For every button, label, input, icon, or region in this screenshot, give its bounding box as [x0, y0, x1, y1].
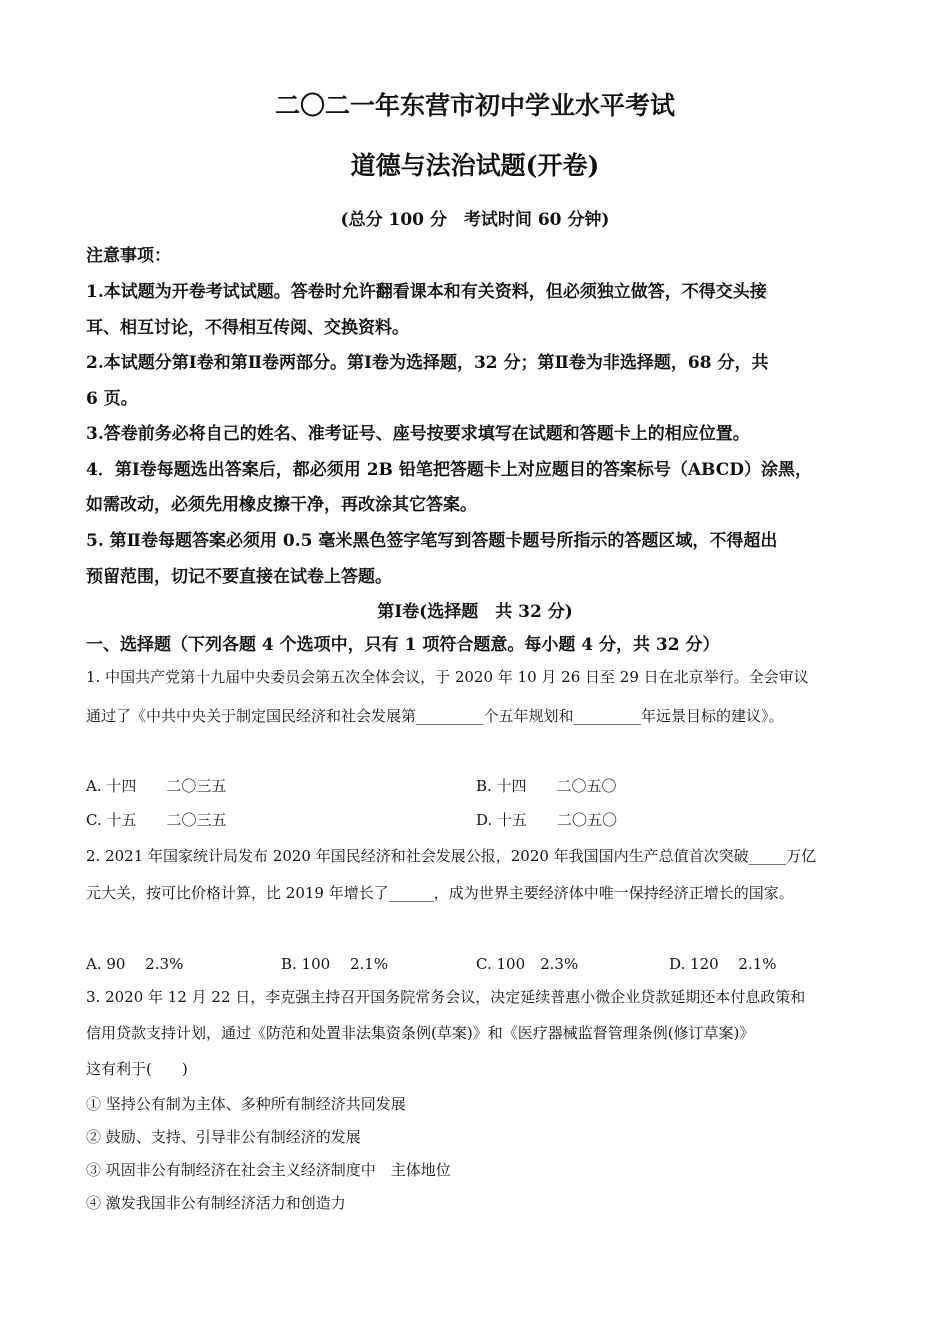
q2-stem: 2. 2021 年国家统计局发布 2020 年国民经济和社会发展公报，2020 年我国国内生产总值首次突破_____万亿	[86, 847, 817, 865]
notice-line: 4．第Ⅰ卷每题选出答案后，都必须用 2B 铅笔把答题卡上对应题目的答案标号（ABCD）涂黑，	[86, 460, 812, 480]
notice-heading: 注意事项：	[86, 246, 171, 266]
q1-option-d: D. 十五 二〇五〇	[476, 811, 618, 829]
q1-stem: 1. 中国共产党第十九届中央委员会第五次全体会议，于 2020 年 10 月 26 日至 29 日在北京举行。全会审议	[86, 668, 809, 686]
q3-item: ③ 巩固非公有制经济在社会主义经济制度中 主体地位	[86, 1161, 451, 1179]
section-heading: 一、选择题（下列各题 4 个选项中，只有 1 项符合题意。每小题 4 分，共 32 分）	[86, 635, 720, 655]
notice-line: 如需改动，必须先用橡皮擦干净，再改涂其它答案。	[86, 495, 477, 515]
notice-line: 5. 第Ⅱ卷每题答案必须用 0.5 毫米黑色签字笔写到答题卡题号所指示的答题区域，不得超出	[86, 531, 778, 551]
q3-stem: 信用贷款支持计划，通过《防范和处置非法集资条例(草案)》和《医疗器械监督管理条例(修订草案)》	[86, 1024, 755, 1042]
q2-option-a: A. 90 2.3%	[86, 955, 184, 973]
notice-line: 耳、相互讨论，不得相互传阅、交换资料。	[86, 318, 409, 338]
q2-option-c: C. 100 2.3%	[476, 955, 579, 973]
q2-option-d: D. 120 2.1%	[669, 955, 777, 973]
q3-item: ① 坚持公有制为主体、多种所有制经济共同发展	[86, 1095, 406, 1113]
section-title: 第Ⅰ卷(选择题 共 32 分)	[377, 602, 573, 622]
q2-option-b: B. 100 2.1%	[281, 955, 389, 973]
q1-option-a: A. 十四 二〇三五	[86, 777, 227, 795]
q2-stem: 元大关，按可比价格计算，比 2019 年增长了______，成为世界主要经济体中唯一保持经济正增长的国家。	[86, 884, 794, 902]
q3-stem: 3. 2020 年 12 月 22 日，李克强主持召开国务院常务会议，决定延续普惠小微企业贷款延期还本付息政策和	[86, 988, 806, 1006]
exam-subtitle: 道德与法治试题(开卷)	[350, 151, 600, 180]
notice-line: 预留范围，切记不要直接在试卷上答题。	[86, 567, 392, 587]
q3-item: ② 鼓励、支持、引导非公有制经济的发展	[86, 1128, 361, 1146]
exam-title: 二〇二一年东营市初中学业水平考试	[274, 91, 675, 120]
q1-stem: 通过了《中共中央关于制定国民经济和社会发展第_________个五年规划和_________年远景目标的建议》。	[86, 707, 784, 725]
q1-option-b: B. 十四 二〇五〇	[476, 777, 617, 795]
notice-line: 1.本试题为开卷考试试题。答卷时允许翻看课本和有关资料，但必须独立做答，不得交头接	[86, 282, 767, 302]
notice-line: 3.答卷前务必将自己的姓名、准考证号、座号按要求填写在试题和答题卡上的相应位置。	[86, 424, 750, 444]
exam-meta: (总分 100 分 考试时间 60 分钟)	[340, 210, 610, 230]
q1-option-c: C. 十五 二〇三五	[86, 811, 227, 829]
q3-item: ④ 激发我国非公有制经济活力和创造力	[86, 1194, 346, 1212]
notice-line: 6 页。	[86, 389, 138, 409]
q3-stem: 这有利于( )	[86, 1060, 188, 1078]
notice-line: 2.本试题分第Ⅰ卷和第Ⅱ卷两部分。第Ⅰ卷为选择题，32 分；第Ⅱ卷为非选择题，68 分，共	[86, 353, 769, 373]
